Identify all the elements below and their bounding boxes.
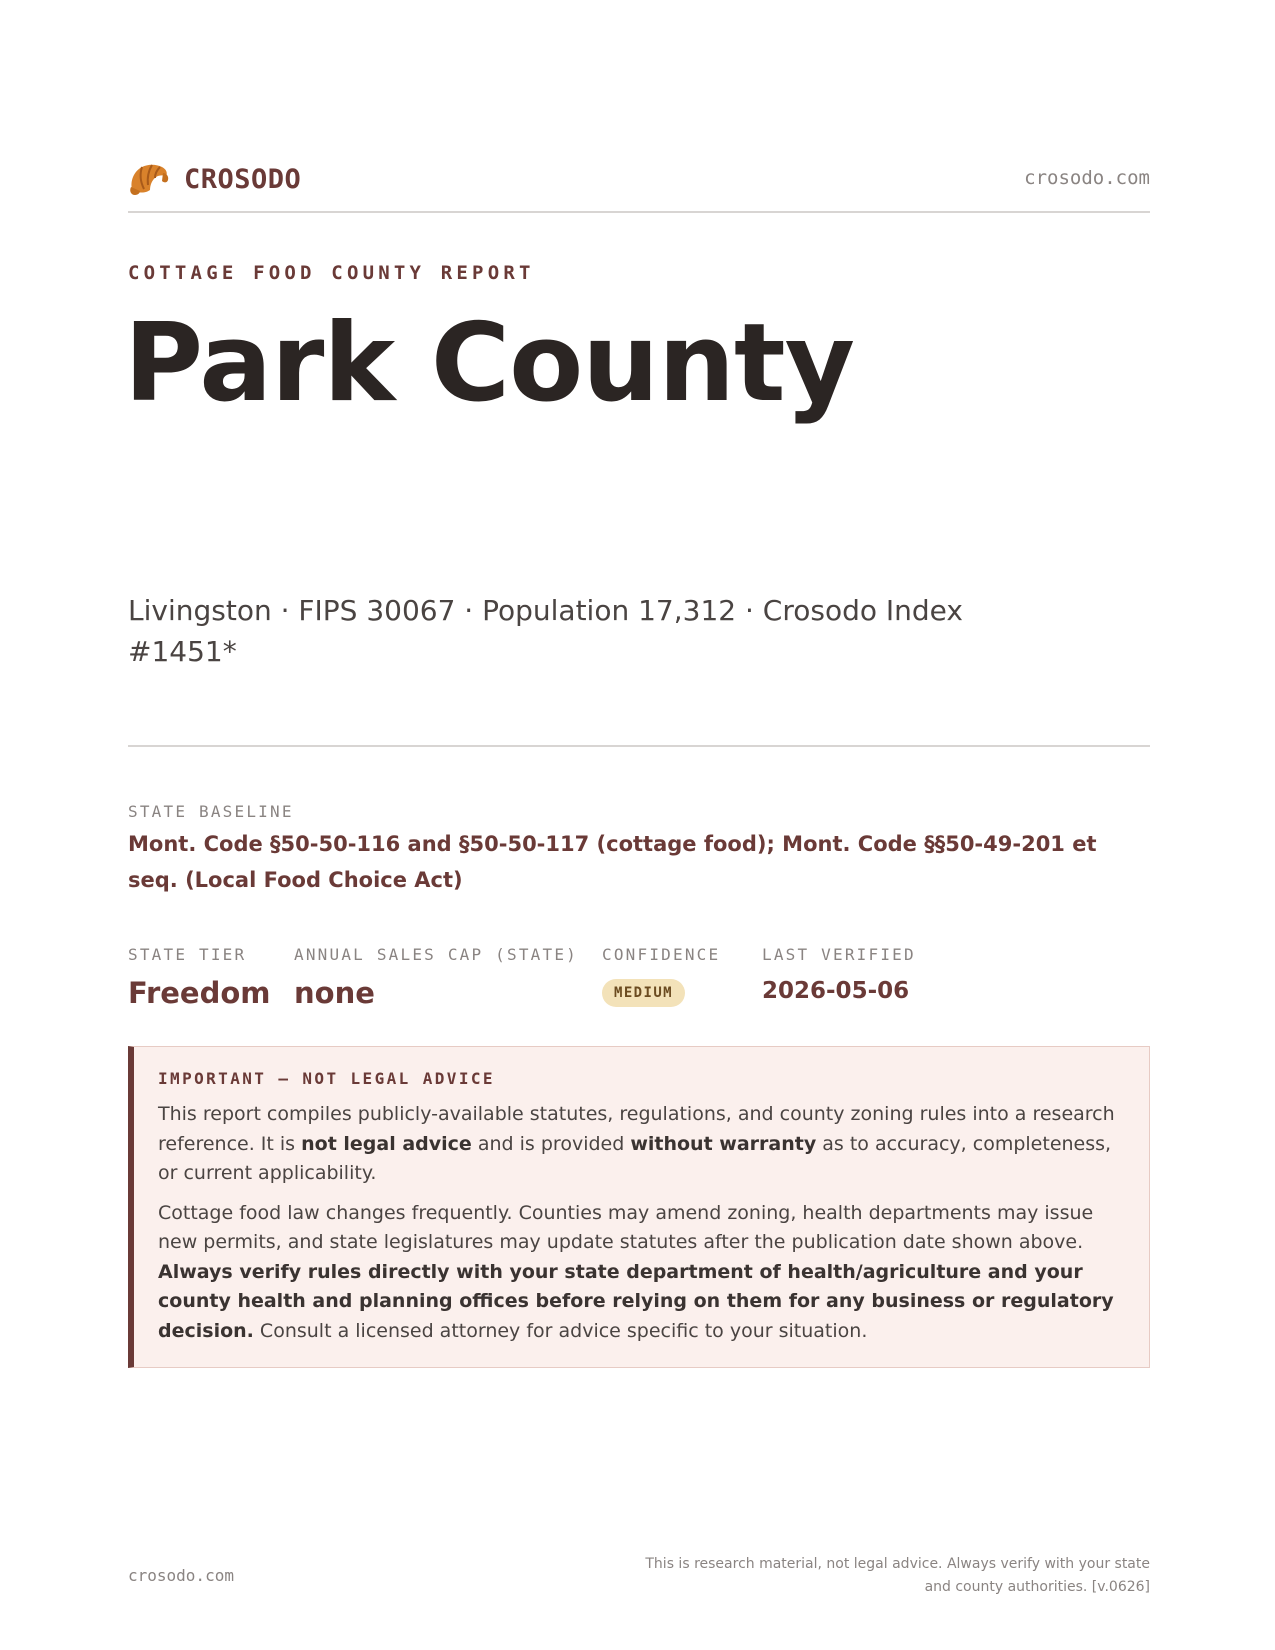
brand bbox=[128, 159, 301, 199]
stat-label: ANNUAL SALES CAP (STATE) bbox=[294, 945, 578, 964]
stat-value: none bbox=[294, 976, 375, 1010]
baseline-value: Mont. Code §50-50-116 and §50-50-117 (cottage food); Mont. Code §§50-49-201 et seq. (Local Food Choice Act) bbox=[128, 832, 1097, 892]
stat-value: 2026-05-06 bbox=[762, 978, 910, 1004]
notice-paragraph bbox=[158, 1100, 1123, 1189]
stat-confidence bbox=[602, 945, 720, 1007]
report-page bbox=[124, 0, 1150, 1650]
notice-text: and is provided bbox=[471, 1132, 631, 1155]
notice-emphasis: Always verify rules directly with your state department of health/agriculture and your county health and planning offices before relying on them for any business or regulatory decision. bbox=[158, 1260, 1114, 1342]
baseline-label: STATE BASELINE bbox=[128, 802, 294, 821]
footer-disclaimer: This is research material, not legal advice. Always verify with your state and county authorities. [v.0626] bbox=[645, 1556, 1150, 1595]
stat-value: Freedom bbox=[128, 976, 271, 1010]
notice-text: as to accuracy, completeness, or current applicability. bbox=[158, 1132, 1112, 1184]
report-eyebrow: COTTAGE FOOD COUNTY REPORT bbox=[128, 262, 535, 284]
notice-text: This report compiles publicly-available statutes, regulations, and county zoning rules into a research reference. It is bbox=[158, 1103, 1115, 1155]
stat-sales-cap bbox=[294, 945, 578, 1010]
page-header bbox=[128, 155, 1150, 213]
stat-label: LAST VERIFIED bbox=[762, 945, 916, 964]
brand-name: CROSODO bbox=[184, 163, 302, 195]
county-meta: Livingston · FIPS 30067 · Population 17,312 · Crosodo Index #1451* bbox=[128, 594, 963, 668]
section-divider bbox=[128, 745, 1150, 747]
confidence-badge: MEDIUM bbox=[602, 979, 685, 1007]
page-title: Park County bbox=[124, 301, 855, 426]
notice-text: Cottage food law changes frequently. Counties may amend zoning, health departments may issue new permits, and state legislatures may update statutes after the publication date shown above. bbox=[158, 1201, 1094, 1253]
footer-site-url[interactable]: crosodo.com bbox=[128, 1566, 234, 1585]
stat-state-tier bbox=[128, 945, 271, 1010]
notice-title: IMPORTANT — NOT LEGAL ADVICE bbox=[158, 1069, 495, 1088]
notice-paragraph bbox=[158, 1199, 1123, 1347]
site-url[interactable]: crosodo.com bbox=[1024, 167, 1150, 189]
croissant-icon bbox=[128, 159, 170, 199]
stat-label: STATE TIER bbox=[128, 945, 247, 964]
stat-label: CONFIDENCE bbox=[602, 945, 721, 964]
notice-emphasis: not legal advice bbox=[301, 1132, 472, 1155]
notice-emphasis: without warranty bbox=[630, 1132, 817, 1155]
notice-text: Consult a licensed attorney for advice specific to your situation. bbox=[253, 1319, 868, 1342]
legal-notice bbox=[128, 1046, 1150, 1368]
stat-last-verified bbox=[762, 945, 916, 1004]
